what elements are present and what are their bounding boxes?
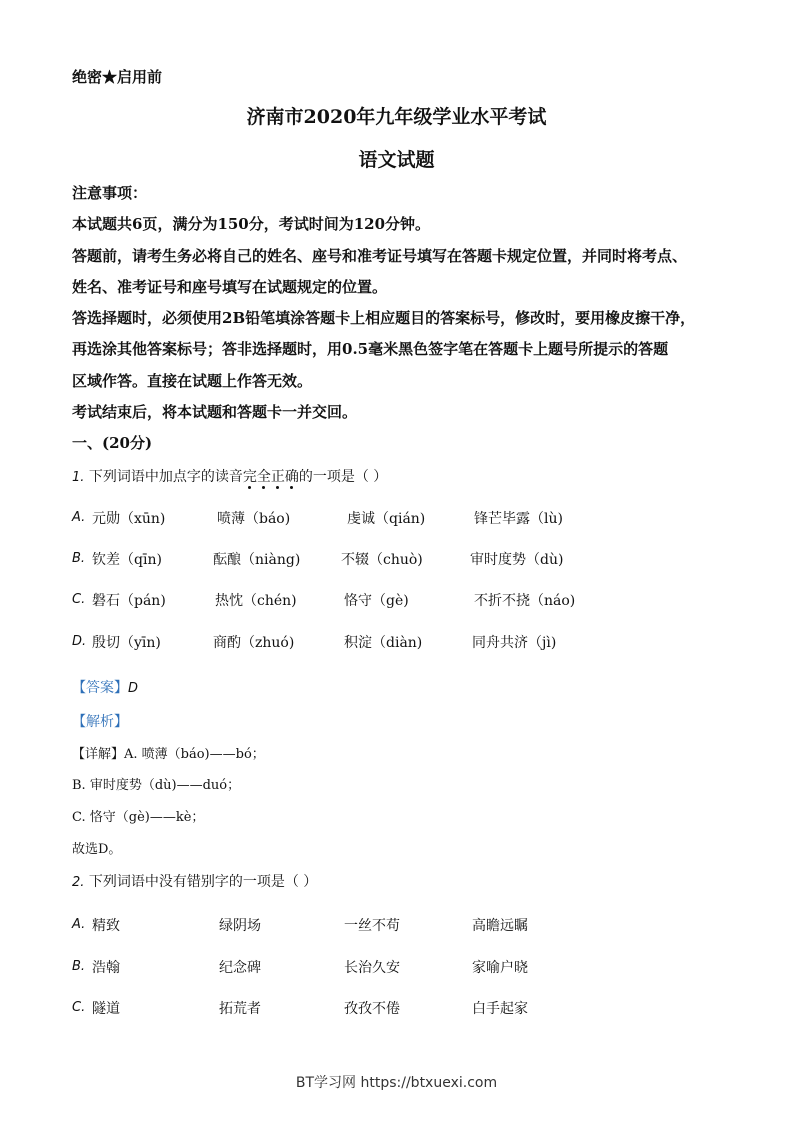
option-item: 恪守（gè) xyxy=(344,593,409,609)
question-2-stem xyxy=(72,871,317,891)
option-item: 孜孜不倦 xyxy=(344,1001,400,1017)
notice-line: 再选涂其他答案标号；答非选择题时，用0.5毫米黑色签字笔在答题卡上题号所提示的答题 xyxy=(72,340,669,358)
analysis-line: B. 审时度势（dù)——duó； xyxy=(72,778,241,793)
option-item: 热忱（chén) xyxy=(215,593,297,609)
option-label-c: C. xyxy=(72,592,86,607)
question-number: 2. xyxy=(72,875,85,890)
option-item: 商酌（zhuó) xyxy=(213,635,295,651)
stem-dotted-char: 完 xyxy=(242,469,257,485)
option-item: 虔诚（qián) xyxy=(347,511,426,527)
option-item: 不折不挠（náo) xyxy=(474,593,576,609)
option-item: 磐石（pán) xyxy=(92,593,166,609)
option-item: 元勋（xūn) xyxy=(92,511,166,527)
option-item: 殷切（yīn) xyxy=(92,635,161,651)
answer-tag: 【答案】 xyxy=(72,680,128,696)
option-label-a: A. xyxy=(72,917,86,932)
option-item: 浩翰 xyxy=(92,960,120,976)
option-item: 酝酿（niàng) xyxy=(213,552,301,568)
option-item: 绿阴场 xyxy=(219,918,261,934)
notice-line: 考试结束后，将本试题和答题卡一并交回。 xyxy=(72,403,358,421)
option-label-d: D. xyxy=(72,634,87,649)
notice-heading: 注意事项： xyxy=(72,184,148,202)
option-item: 长治久安 xyxy=(344,960,400,976)
analysis-line: 故选D。 xyxy=(72,842,122,857)
footer-watermark: BT学习网 https://btxuexi.com xyxy=(295,1075,498,1091)
stem-dotted-char: 正 xyxy=(270,469,285,485)
question-number: 1. xyxy=(72,470,85,485)
stem-dotted-char: 确 xyxy=(284,469,299,485)
exam-title: 济南市2020年九年级学业水平考试 xyxy=(246,106,547,128)
option-label-a: A. xyxy=(72,510,86,525)
option-item: 锋芒毕露（lù) xyxy=(474,511,563,527)
stem-text: 的一项是（ ） xyxy=(298,469,388,485)
answer-value: D xyxy=(128,681,139,696)
section-heading: 一、(20分) xyxy=(72,434,153,452)
secret-label: 绝密★启用前 xyxy=(72,68,163,86)
answer-line xyxy=(72,677,138,697)
notice-line: 本试题共6页，满分为150分，考试时间为120分钟。 xyxy=(72,215,431,233)
notice-line: 答题前，请考生务必将自己的姓名、座号和准考证号填写在答题卡规定位置，并同时将考点、 xyxy=(72,247,688,265)
option-item: 不辍（chuò) xyxy=(341,552,423,568)
stem-dotted-char: 全 xyxy=(256,469,271,485)
option-item: 拓荒者 xyxy=(219,1001,261,1017)
option-item: 喷薄（báo) xyxy=(217,511,291,527)
exam-subtitle: 语文试题 xyxy=(358,149,435,171)
option-item: 精致 xyxy=(92,918,120,934)
stem-text: 下列词语中加点字的读音 xyxy=(88,469,243,485)
analysis-line: C. 恪守（gè)——kè； xyxy=(72,810,205,825)
option-item: 高瞻远瞩 xyxy=(472,918,528,934)
question-1-stem xyxy=(72,466,387,486)
option-item: 积淀（diàn) xyxy=(344,635,423,651)
option-item: 审时度势（dù) xyxy=(470,552,564,568)
notice-line: 答选择题时，必须使用2B铅笔填涂答题卡上相应题目的答案标号，修改时，要用橡皮擦干净， xyxy=(72,309,696,327)
option-item: 白手起家 xyxy=(472,1001,528,1017)
notice-line: 姓名、准考证号和座号填写在试题规定的位置。 xyxy=(72,278,388,296)
option-item: 隧道 xyxy=(92,1001,120,1017)
option-label-b: B. xyxy=(72,551,86,566)
option-item: 同舟共济（jì) xyxy=(472,635,557,651)
option-label-b: B. xyxy=(72,959,86,974)
option-label-c: C. xyxy=(72,1000,86,1015)
option-item: 钦差（qīn) xyxy=(92,552,162,568)
analysis-line: 【详解】A. 喷薄（báo)——bó； xyxy=(72,747,265,762)
analysis-tag: 【解析】 xyxy=(72,714,128,730)
option-item: 一丝不苟 xyxy=(344,918,400,934)
notice-line: 区域作答。直接在试题上作答无效。 xyxy=(72,372,313,390)
option-item: 家喻户晓 xyxy=(472,960,528,976)
option-item: 纪念碑 xyxy=(219,960,261,976)
stem-text: 下列词语中没有错别字的一项是（ ） xyxy=(88,874,318,890)
